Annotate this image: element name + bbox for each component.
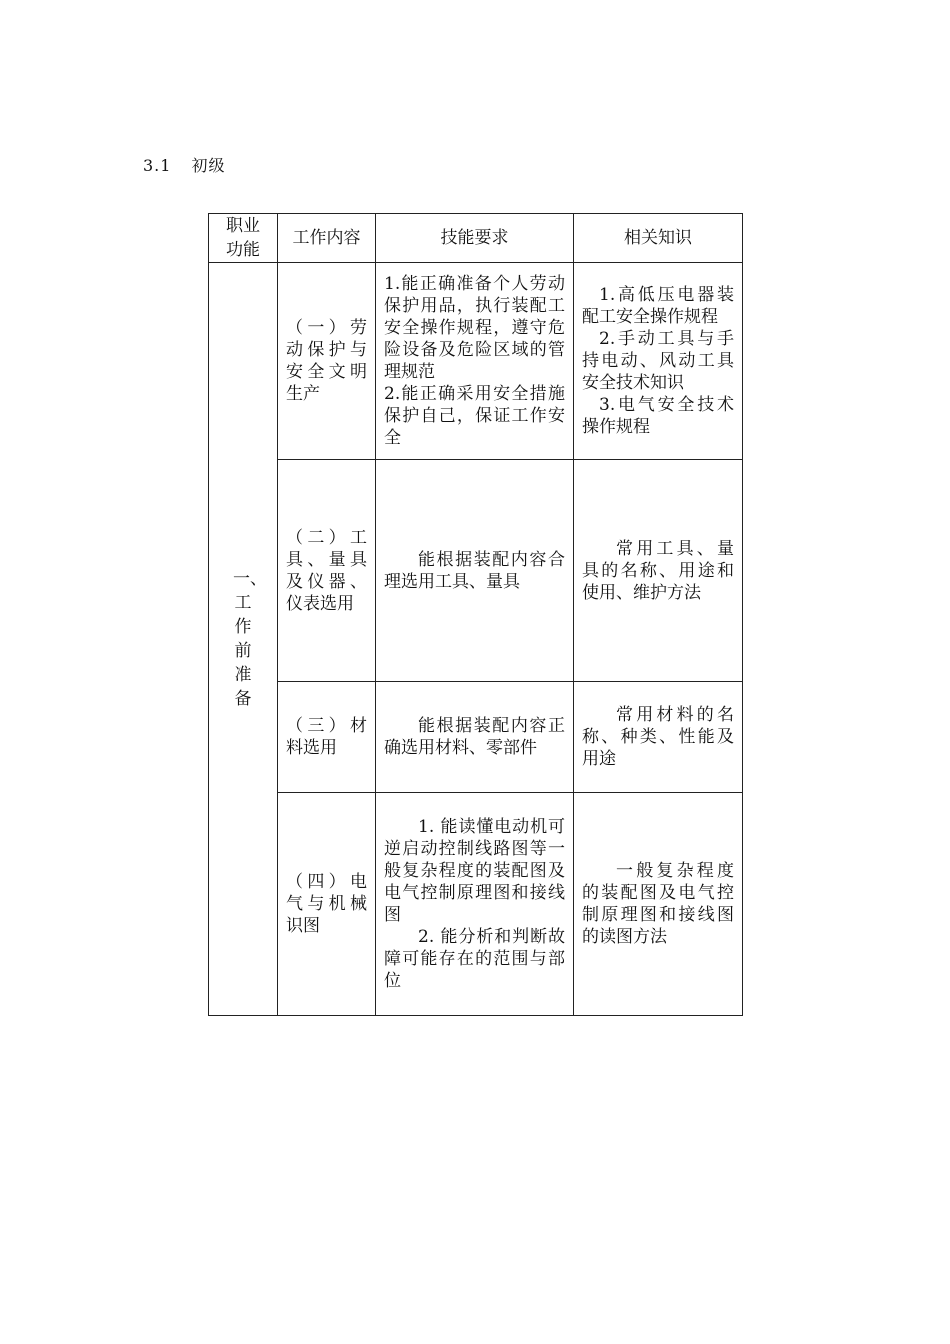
- section-number: 3.1: [143, 156, 172, 175]
- content-cell: （二）工具、量具及仪器、仪表选用: [278, 460, 376, 682]
- knowledge-item: 一般复杂程度的装配图及电气控制原理图和接线图的读图方法: [582, 861, 734, 947]
- header-function: 职业功能: [209, 214, 278, 263]
- section-heading: [143, 153, 225, 176]
- table-row: [209, 460, 743, 682]
- table-row: [209, 263, 743, 460]
- table-row: [209, 682, 743, 793]
- skill-item: 2.能正确采用安全措施保护自己，保证工作安全: [384, 384, 565, 448]
- skill-item: 能根据装配内容正确选用材料、零部件: [384, 716, 565, 758]
- knowledge-cell: [574, 793, 743, 1016]
- header-knowledge: 相关知识: [574, 214, 743, 263]
- skill-item: 能根据装配内容合理选用工具、量具: [384, 549, 565, 592]
- knowledge-item: 常用材料的名称、种类、性能及用途: [582, 705, 734, 769]
- skill-item: 1. 能读懂电动机可逆启动控制线路图等一般复杂程度的装配图及电气控制原理图和接线图: [384, 817, 565, 925]
- skill-item: 2. 能分析和判断故障可能存在的范围与部位: [384, 927, 565, 991]
- section-title-text: 初级: [191, 156, 226, 175]
- function-label: 一、工作前准备: [233, 569, 267, 709]
- function-cell: [209, 263, 278, 1016]
- table-row: [209, 793, 743, 1016]
- knowledge-item: 常用工具、量具的名称、用途和使用、维护方法: [582, 538, 734, 603]
- skill-cell: [376, 263, 574, 460]
- skill-cell: [376, 682, 574, 793]
- knowledge-item: 1.高低压电器装配工安全操作规程: [582, 285, 734, 327]
- content-cell: （一）劳动保护与安全文明生产: [278, 263, 376, 460]
- skill-standard-table: [208, 213, 743, 1016]
- knowledge-cell: [574, 682, 743, 793]
- header-skill: 技能要求: [376, 214, 574, 263]
- knowledge-item: 3.电气安全技术操作规程: [582, 395, 734, 437]
- content-cell: （四）电气与机械识图: [278, 793, 376, 1016]
- table-header-row: [209, 214, 743, 263]
- skill-cell: [376, 460, 574, 682]
- content-cell: （三）材料选用: [278, 682, 376, 793]
- knowledge-item: 2.手动工具与手持电动、风动工具安全技术知识: [582, 329, 734, 393]
- knowledge-cell: [574, 263, 743, 460]
- header-content: 工作内容: [278, 214, 376, 263]
- skill-cell: [376, 793, 574, 1016]
- knowledge-cell: [574, 460, 743, 682]
- skill-item: 1.能正确准备个人劳动保护用品，执行装配工安全操作规程，遵守危险设备及危险区域的管理规范: [384, 274, 565, 382]
